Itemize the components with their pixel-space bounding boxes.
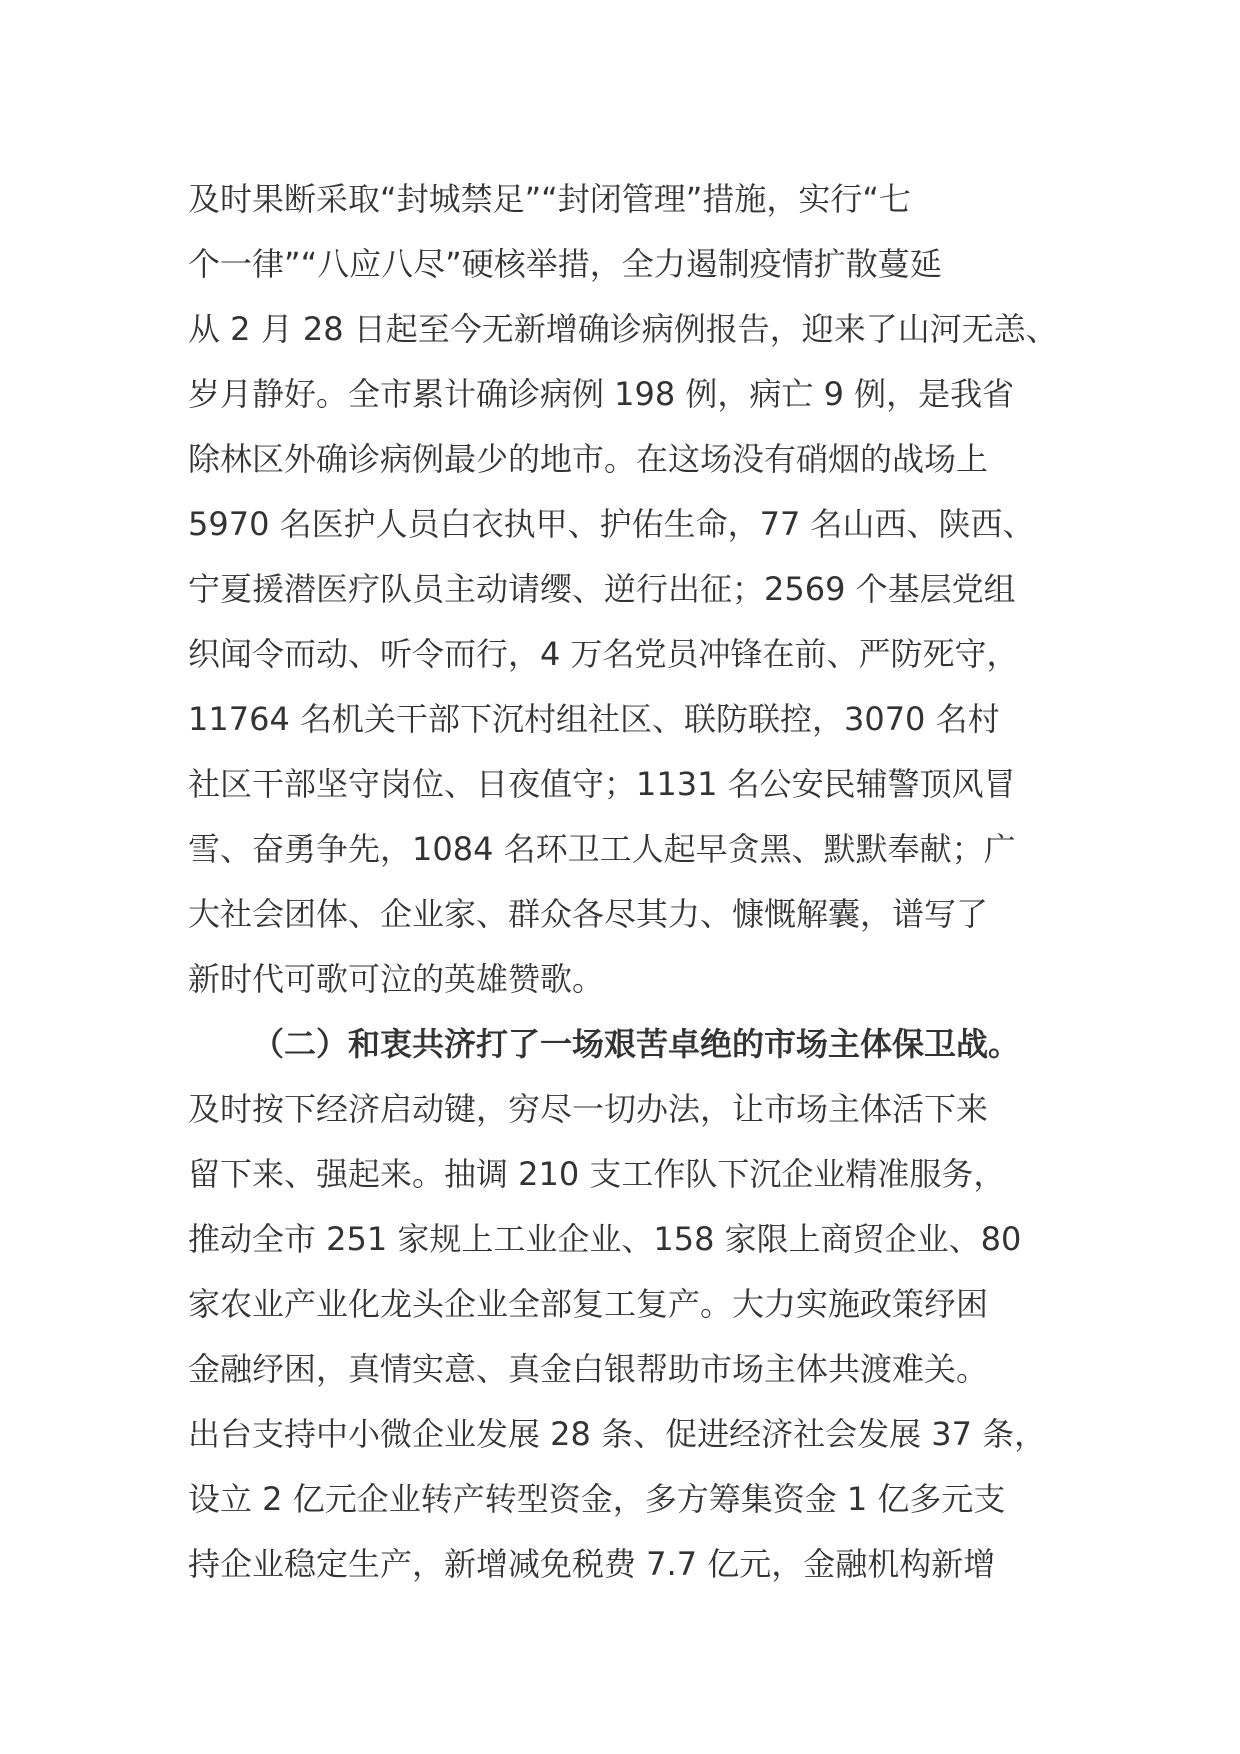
body-line: 及时果断采取“封城禁足”“封闭管理”措施，实行“七 bbox=[188, 180, 911, 218]
body-line: 雪、奋勇争先，1084 名环卫工人起早贪黑、默默奉献；广 bbox=[188, 830, 1016, 868]
body-line: 除林区外确诊病例最少的地市。在这场没有硝烟的战场上 bbox=[188, 440, 989, 478]
body-line: 留下来、强起来。抽调 210 支工作队下沉企业精准服务， bbox=[188, 1155, 1006, 1193]
body-line: 持企业稳定生产，新增减免税费 7.7 亿元，金融机构新增 bbox=[188, 1545, 996, 1583]
body-line: 家农业产业化龙头企业全部复工复产。大力实施政策纾困 bbox=[188, 1285, 989, 1323]
body-line: 大社会团体、企业家、群众各尽其力、慷慨解囊，谱写了 bbox=[188, 895, 989, 933]
body-line: 5970 名医护人员白衣执甲、护佑生命，77 名山西、陕西、 bbox=[188, 505, 1035, 543]
body-line: 新时代可歌可泣的英雄赞歌。 bbox=[188, 960, 605, 998]
body-line: 金融纾困，真情实意、真金白银帮助市场主体共渡难关。 bbox=[188, 1350, 989, 1388]
body-line: 从 2 月 28 日起至今无新增确诊病例报告，迎来了山河无恙、 bbox=[188, 310, 1058, 348]
body-line: 推动全市 251 家规上工业企业、158 家限上商贸企业、80 bbox=[188, 1220, 1022, 1258]
body-line: 出台支持中小微企业发展 28 条、促进经济社会发展 37 条， bbox=[188, 1415, 1047, 1453]
body-line: 岁月静好。全市累计确诊病例 198 例，病亡 9 例，是我省 bbox=[188, 375, 1015, 413]
body-line: 织闻令而动、听令而行，4 万名党员冲锋在前、严防死守， bbox=[188, 635, 1019, 673]
body-line: 宁夏援潜医疗队员主动请缨、逆行出征；2569 个基层党组 bbox=[188, 570, 1016, 608]
body-line: 及时按下经济启动键，穷尽一切办法，让市场主体活下来 bbox=[188, 1090, 989, 1128]
body-line: 社区干部坚守岗位、日夜值守；1131 名公安民辅警顶风冒 bbox=[188, 765, 1016, 803]
body-line: 个一律”“八应八尽”硬核举措，全力遏制疫情扩散蔓延 bbox=[188, 245, 942, 283]
section-heading: （二）和衷共济打了一场艰苦卓绝的市场主体保卫战。 bbox=[252, 1025, 1021, 1063]
document-body bbox=[188, 167, 1088, 1597]
body-line: 11764 名机关干部下沉村组社区、联防联控，3070 名村 bbox=[188, 700, 1000, 738]
body-line: 设立 2 亿元企业转产转型资金，多方筹集资金 1 亿多元支 bbox=[188, 1480, 1006, 1518]
